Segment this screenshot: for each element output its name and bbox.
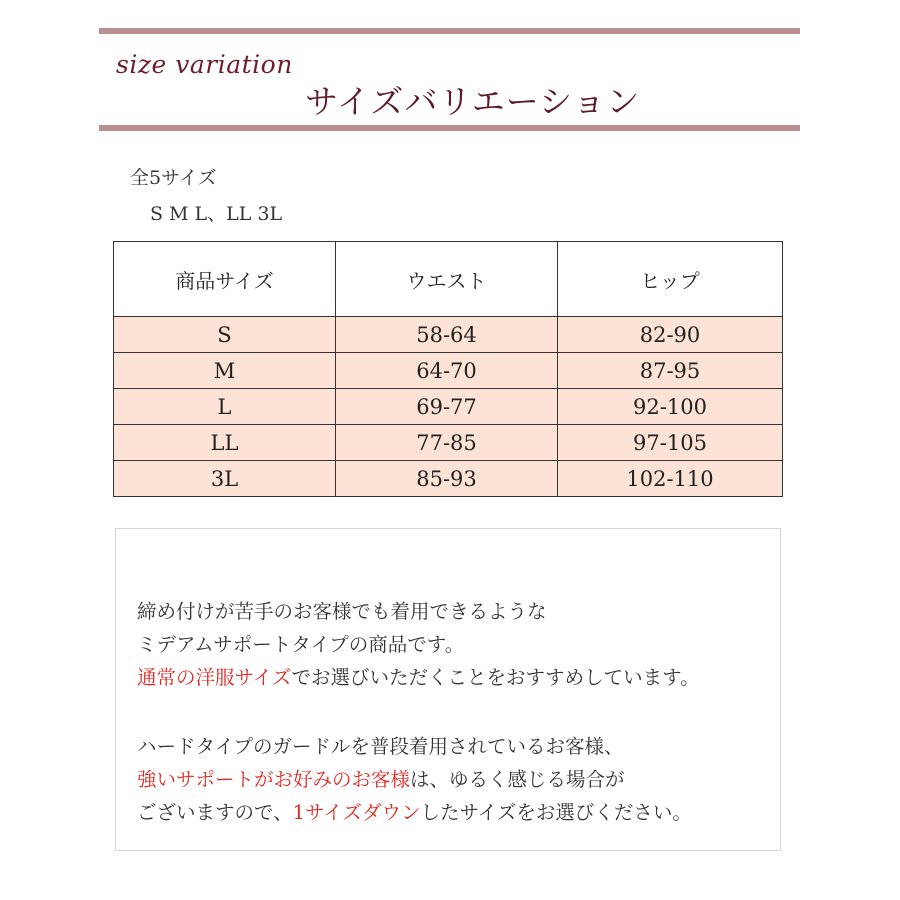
- header-product-size: 商品サイズ: [114, 242, 336, 317]
- note-line: [137, 763, 700, 796]
- waist-cell: 77-85: [336, 425, 558, 461]
- size-cell: S: [114, 317, 336, 353]
- waist-cell: 58-64: [336, 317, 558, 353]
- waist-cell: 85-93: [336, 461, 558, 497]
- waist-cell: 69-77: [336, 389, 558, 425]
- note-line: ハードタイプのガードルを普段着用されているお客様、: [137, 735, 624, 758]
- table-row: [114, 353, 783, 389]
- note-text-span: ございますので、: [137, 801, 293, 824]
- table-row: [114, 317, 783, 353]
- table-row: [114, 425, 783, 461]
- hip-cell: 87-95: [558, 353, 783, 389]
- script-title: size variation: [116, 50, 293, 79]
- hip-cell: 97-105: [558, 425, 783, 461]
- hip-cell: 92-100: [558, 389, 783, 425]
- size-list: S M L、LL 3L: [150, 203, 283, 225]
- hip-cell: 82-90: [558, 317, 783, 353]
- note-line: ミデアムサポートタイプの商品です。: [137, 633, 465, 656]
- size-count: 全5サイズ: [130, 167, 217, 189]
- table-header-row: [114, 242, 783, 317]
- table-row: [114, 461, 783, 497]
- waist-cell: 64-70: [336, 353, 558, 389]
- table-row: [114, 389, 783, 425]
- note-text-span: は、ゆるく感じる場合が: [410, 768, 625, 791]
- hip-cell: 102-110: [558, 461, 783, 497]
- highlight-text: 強いサポートがお好みのお客様: [137, 768, 411, 791]
- size-table: [113, 241, 783, 497]
- size-cell: L: [114, 389, 336, 425]
- note-line: [137, 661, 700, 694]
- page-title: サイズバリエーション: [305, 82, 641, 121]
- top-divider: [99, 28, 800, 34]
- size-cell: 3L: [114, 461, 336, 497]
- note-line: [137, 796, 700, 829]
- note-text-span: でお選びいただくことをおすすめしています。: [291, 666, 700, 689]
- highlight-text: 通常の洋服サイズ: [137, 666, 292, 689]
- bottom-divider: [99, 125, 800, 131]
- header-waist: ウエスト: [336, 242, 558, 317]
- note-text: [137, 595, 700, 829]
- highlight-text: 1サイズダウン: [292, 801, 421, 824]
- note-text-span: したサイズをお選びください。: [420, 801, 692, 824]
- size-cell: M: [114, 353, 336, 389]
- note-line: 締め付けが苦手のお客様でも着用できるような: [137, 600, 547, 623]
- header-hip: ヒップ: [558, 242, 783, 317]
- size-intro: [130, 160, 282, 232]
- size-cell: LL: [114, 425, 336, 461]
